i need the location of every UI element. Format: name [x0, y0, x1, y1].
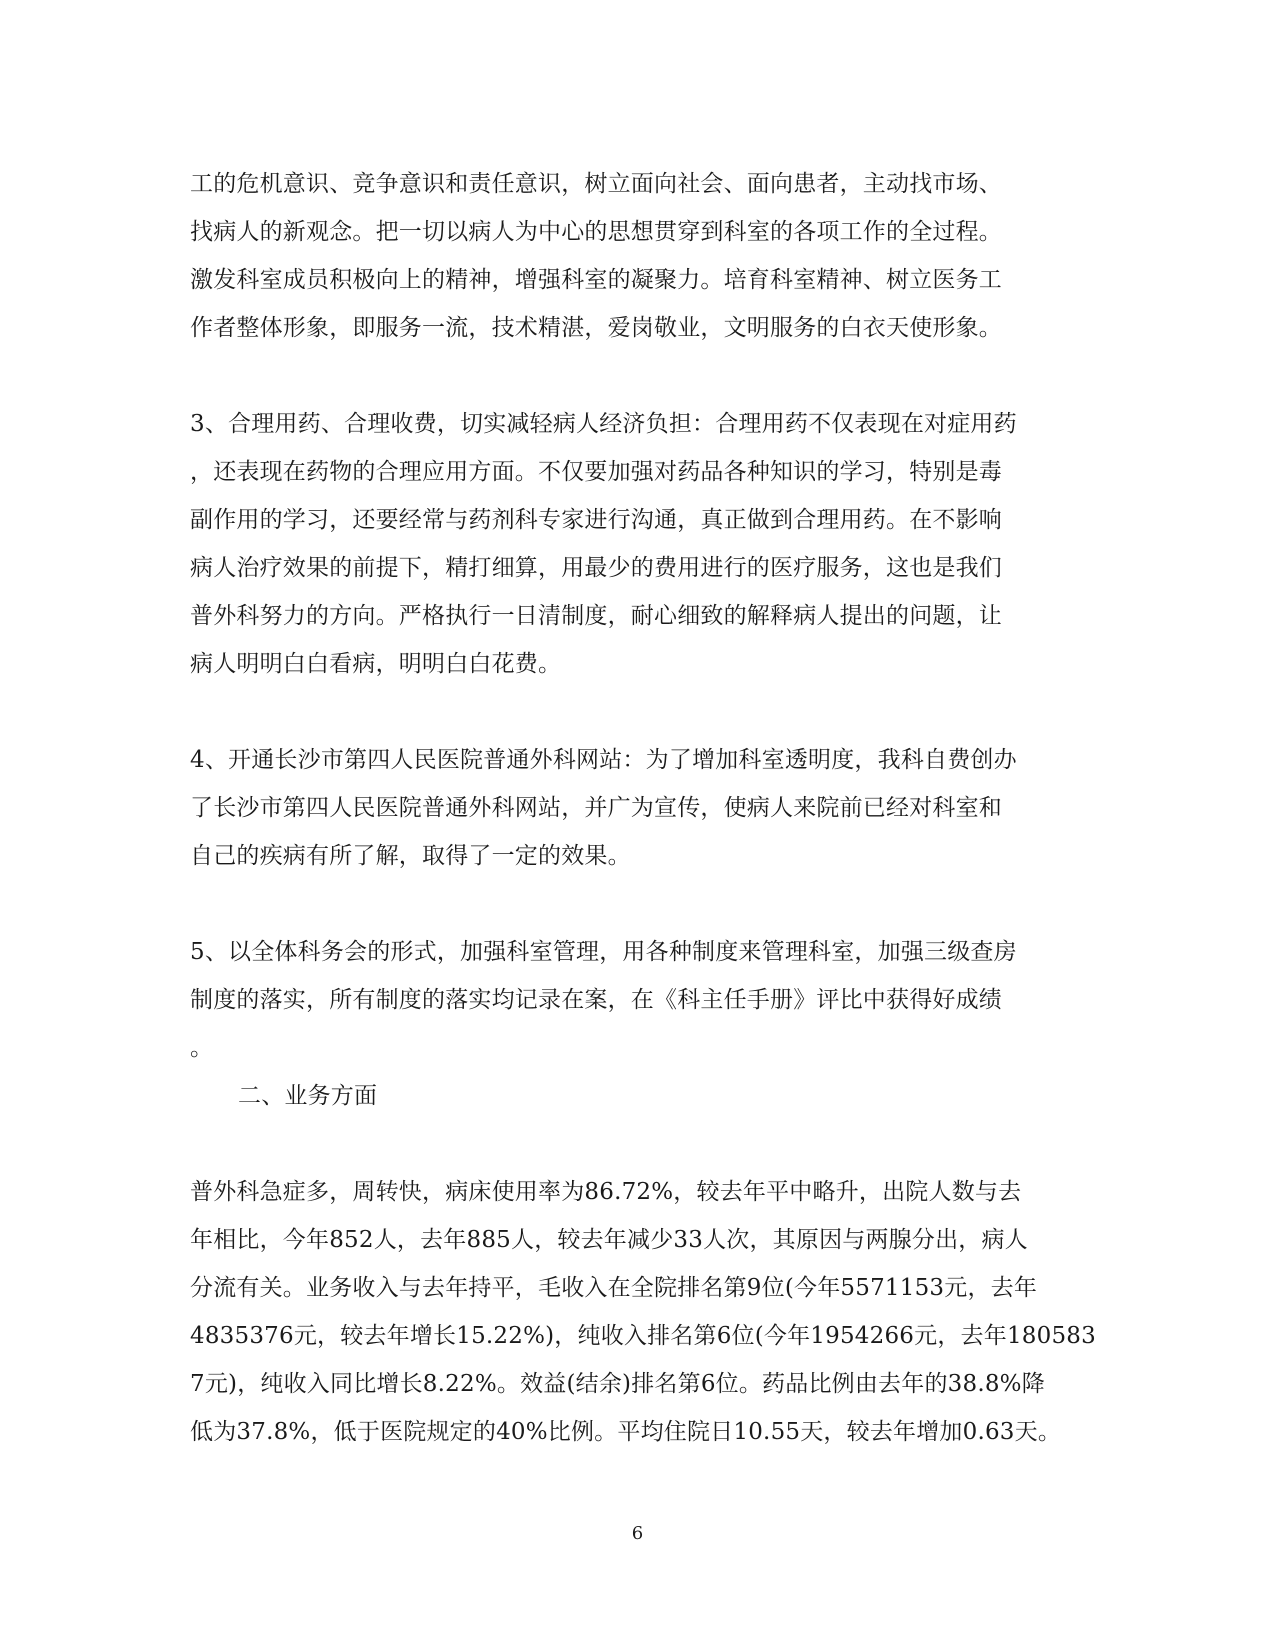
text-line: 7元)，纯收入同比增长8.22%。效益(结余)排名第6位。药品比例由去年的38.8%降 — [190, 1371, 1045, 1397]
paragraph — [190, 928, 1080, 1072]
paragraph-gap — [190, 352, 1080, 400]
text-line: 制度的落实，所有制度的落实均记录在案，在《科主任手册》评比中获得好成绩 — [190, 987, 1002, 1013]
paragraph — [190, 160, 1080, 352]
section-heading: 二、业务方面 — [238, 1083, 378, 1109]
text-line: 5、以全体科务会的形式，加强科室管理，用各种制度来管理科室，加强三级查房 — [190, 939, 1017, 965]
document-body — [190, 160, 1096, 1456]
text-line: 找病人的新观念。把一切以病人为中心的思想贯穿到科室的各项工作的全过程。 — [190, 219, 1002, 245]
text-line: 副作用的学习，还要经常与药剂科专家进行沟通，真正做到合理用药。在不影响 — [190, 507, 1002, 533]
paragraph-gap — [190, 688, 1080, 736]
text-line: 普外科努力的方向。严格执行一日清制度，耐心细致的解释病人提出的问题，让 — [190, 603, 1002, 629]
text-line: ，还表现在药物的合理应用方面。不仅要加强对药品各种知识的学习，特别是毒 — [190, 459, 1002, 485]
text-line: 病人治疗效果的前提下，精打细算，用最少的费用进行的医疗服务，这也是我们 — [190, 555, 1002, 581]
paragraph — [190, 736, 1080, 880]
text-line: 病人明明白白看病，明明白白花费。 — [190, 651, 562, 677]
text-line: 分流有关。业务收入与去年持平，毛收入在全院排名第9位(今年5571153元，去年 — [190, 1275, 1038, 1301]
text-line: 自己的疾病有所了解，取得了一定的效果。 — [190, 843, 631, 869]
paragraph-gap — [190, 880, 1080, 928]
text-line: 年相比，今年852人，去年885人，较去年减少33人次，其原因与两腺分出，病人 — [190, 1227, 1028, 1253]
page-number: 6 — [631, 1523, 644, 1544]
text-line: 低为37.8%，低于医院规定的40%比例。平均住院日10.55天，较去年增加0.63天。 — [190, 1419, 1062, 1445]
text-line: 工的危机意识、竞争意识和责任意识，树立面向社会、面向患者，主动找市场、 — [190, 171, 1002, 197]
paragraph — [190, 400, 1080, 688]
text-line: 了长沙市第四人民医院普通外科网站，并广为宣传，使病人来院前已经对科室和 — [190, 795, 1002, 821]
text-line: 。 — [190, 1035, 214, 1061]
text-line: 3、合理用药、合理收费，切实减轻病人经济负担：合理用药不仅表现在对症用药 — [190, 411, 1017, 437]
text-line: 普外科急症多，周转快，病床使用率为86.72%，较去年平中略升，出院人数与去 — [190, 1179, 1022, 1205]
paragraph-gap — [190, 1120, 1080, 1168]
paragraph — [190, 1168, 1096, 1456]
text-line: 作者整体形象，即服务一流，技术精湛，爱岗敬业，文明服务的白衣天使形象。 — [190, 315, 1002, 341]
text-line: 激发科室成员积极向上的精神，增强科室的凝聚力。培育科室精神、树立医务工 — [190, 267, 1002, 293]
text-line: 4835376元，较去年增长15.22%)，纯收入排名第6位(今年1954266元，去年180583 — [190, 1323, 1096, 1349]
text-line: 4、开通长沙市第四人民医院普通外科网站：为了增加科室透明度，我科自费创办 — [190, 747, 1017, 773]
